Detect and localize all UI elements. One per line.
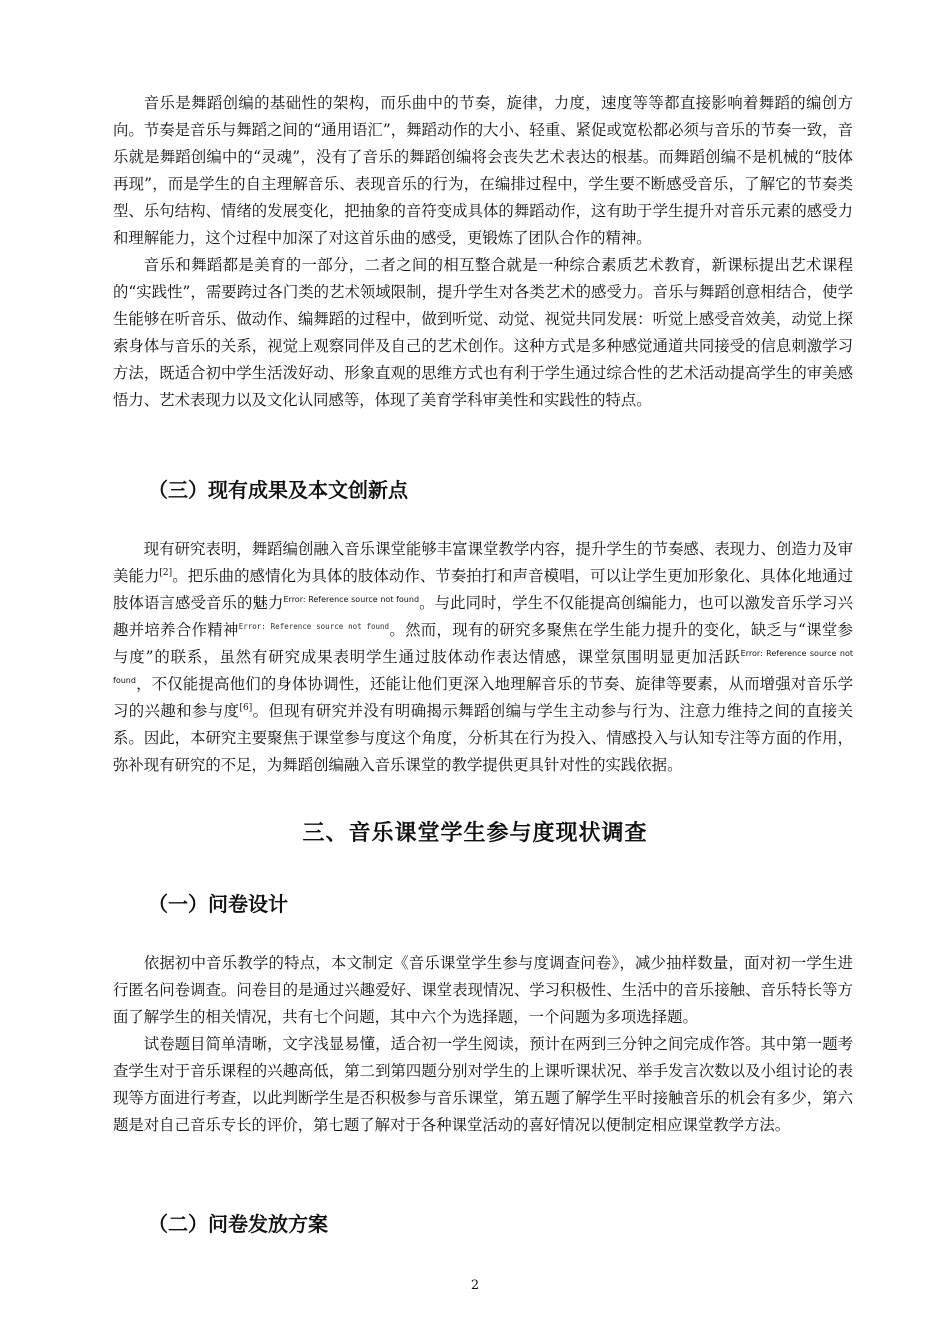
paragraph: 试卷题目简单清晰，文字浅显易懂，适合初一学生阅读，预计在两到三分钟之间完成作答。其中第一题考查学生对于音乐课程的兴趣高低，第二到第四题分别对学生的上课听课状况、举手发言次数以及小组讨论的表现等方面进行考查，以此判断学生是否积极参与音乐课堂，第五题了解学生平时接触音乐的机会有多少，第六题是对自己音乐专长的评价，第七题了解对于各种课堂活动的喜好情况以便制定相应课堂教学方法。: [113, 1035, 853, 1134]
sentence: 。把乐曲的感情化为具体的肢体动作、节奏拍打和声音模唱，可以让学生更加形象化、具体化地通过肢体语言感受音乐的魅力: [113, 567, 853, 612]
sentence: 。与此同时，学生不仅能提高创编能力，也可以激发音乐学习兴趣并培养合作精神: [113, 594, 853, 639]
reference-error: Error: Reference source not found: [283, 594, 420, 604]
reference-error: Error: Reference source not found: [113, 648, 853, 685]
page-number: 2: [470, 1278, 480, 1293]
paragraph: 音乐是舞蹈创编的基础性的架构，而乐曲中的节奏，旋律，力度，速度等等都直接影响着舞蹈的编创方向。节奏是音乐与舞蹈之间的“通用语汇”，舞蹈动作的大小、轻重、紧促或宽松都必须与音乐的节奏一致，音乐就是舞蹈创编中的“灵魂”，没有了音乐的舞蹈创编将会丧失艺术表达的根基。而舞蹈创编不是机械的“肢体再现”，而是学生的自主理解音乐、表现音乐的行为，在编排过程中，学生要不断感受音乐，了解它的节奏类型、乐句结构、情绪的发展变化，把抽象的音符变成具体的舞蹈动作，这有助于学生提升对音乐元素的感受力和理解能力，这个过程中加深了对这首乐曲的感受，更锻炼了团队合作的精神。: [113, 94, 853, 247]
citation: [6]: [239, 702, 253, 713]
paragraph: [113, 536, 853, 779]
section-heading-1: （一）问卷设计: [148, 892, 288, 916]
sentence: ，不仅能提高他们的身体协调性，还能让他们更深入地理解音乐的节奏、旋律等要素，从而增强对音乐学习的兴趣和参与度: [113, 675, 853, 720]
chapter-title: 三、音乐课堂学生参与度现状调查: [302, 821, 648, 846]
sentence: 。但现有研究并没有明确揭示舞蹈创编与学生主动参与行为、注意力维持之间的直接关系。因此，本研究主要聚焦于课堂参与度这个角度，分析其在行为投入、情感投入与认知专注等方面的作用，弥补现有研究的不足，为舞蹈创编融入音乐课堂的教学提供更具针对性的实践依据。: [113, 702, 853, 774]
body-block-3: [113, 950, 853, 1139]
section-heading-3: （三）现有成果及本文创新点: [148, 478, 408, 502]
paragraph: 音乐和舞蹈都是美育的一部分，二者之间的相互整合就是一种综合素质艺术教育，新课标提出艺术课程的“实践性”，需要跨过各门类的艺术领域限制，提升学生对各类艺术的感受力。音乐与舞蹈创意相结合，使学生能够在听音乐、做动作、编舞蹈的过程中，做到听觉、动觉、视觉共同发展：听觉上感受音效美，动觉上探索身体与音乐的关系，视觉上观察同伴及自己的艺术创作。这种方式是多种感觉通道共同接受的信息刺激学习方法，既适合初中学生活泼好动、形象直观的思维方式也有利于学生通过综合性的艺术活动提高学生的审美感悟力、艺术表现力以及文化认同感等，体现了美育学科审美性和实践性的特点。: [113, 256, 853, 409]
section-heading-2: （二）问卷发放方案: [148, 1212, 328, 1236]
body-block-1: [113, 90, 853, 414]
citation: [2]: [159, 567, 173, 578]
sentence: 。然而，现有的研究多聚焦在学生能力提升的变化，缺乏与“课堂参与度”的联系，虽然有研究成果表明学生通过肢体动作表达情感，课堂氛围明显更加活跃: [113, 621, 853, 666]
sentence: 现有研究表明，舞蹈编创融入音乐课堂能够丰富课堂教学内容，提升学生的节奏感、表现力、创造力及审美能力: [113, 540, 853, 585]
reference-error: Error: Reference source not found: [238, 621, 390, 631]
body-block-2: [113, 536, 853, 779]
paragraph: 依据初中音乐教学的特点，本文制定《音乐课堂学生参与度调查问卷》，减少抽样数量，面对初一学生进行匿名问卷调查。问卷目的是通过兴趣爱好、课堂表现情况、学习积极性、生活中的音乐接触、音乐特长等方面了解学生的相关情况，共有七个问题，其中六个为选择题，一个问题为多项选择题。: [113, 954, 853, 1026]
